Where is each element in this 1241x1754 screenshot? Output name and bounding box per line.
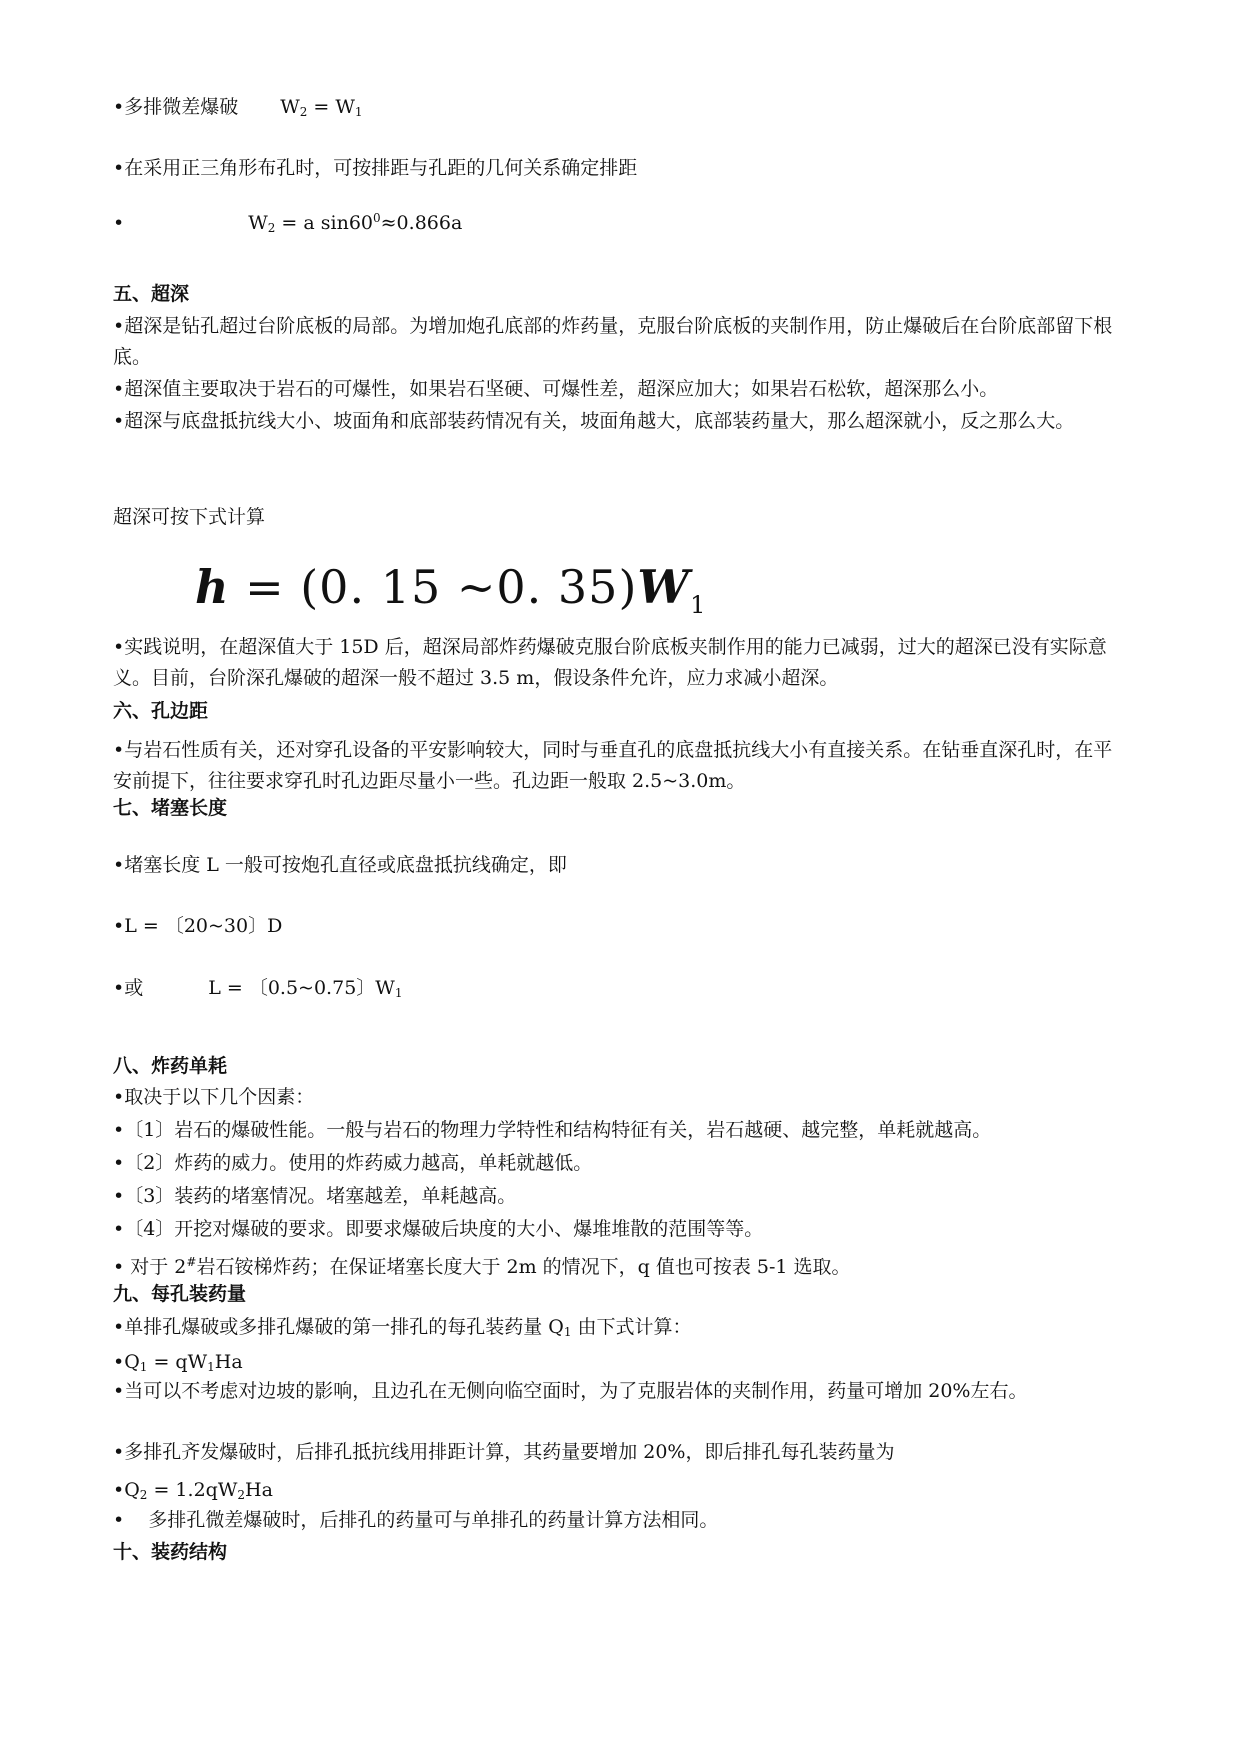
subscript: 1 xyxy=(207,1360,215,1374)
text: = 1.2qW xyxy=(147,1479,238,1501)
paragraph: 超深可按下式计算 xyxy=(113,506,266,528)
superscript: 0 xyxy=(373,211,381,225)
paragraph: •超深与底盘抵抗线大小、坡面角和底部装药情况有关，坡面角越大，底部装药量大，那么超深就小，反之那么大。 xyxy=(113,410,1075,432)
subscript: 1 xyxy=(563,1325,572,1339)
paragraph: •取决于以下几个因素： xyxy=(113,1086,315,1108)
subscript: 2 xyxy=(299,105,308,119)
text: •单排孔爆破或多排孔爆破的第一排孔的每孔装药量 Q xyxy=(113,1316,564,1338)
paragraph: •实践说明，在超深值大于 15D 后，超深局部炸药爆破克服台阶底板夹制作用的能力已减弱，过大的超深已没有实际意义。目前，台阶深孔爆破的超深一般不超过 3.5 m，假设条件允许，应力求减小超深。 xyxy=(113,636,1107,689)
superscript: # xyxy=(186,1255,197,1269)
text: ≈0.866a xyxy=(380,212,463,234)
list-item xyxy=(113,1247,1131,1282)
subscript: 2 xyxy=(139,1488,148,1502)
section-heading-5: 五、超深 xyxy=(113,283,190,305)
text: • 对于 2 xyxy=(113,1256,187,1278)
formula-var: h xyxy=(195,560,230,614)
text: 岩石铵梯炸药；在保证堵塞长度大于 2m 的情况下，q 值也可按表 5-1 选取。 xyxy=(196,1256,851,1278)
paragraph: • 多排孔微差爆破时，后排孔的药量可与单排孔的药量计算方法相同。 xyxy=(113,1509,719,1531)
subscript: 2 xyxy=(267,221,276,235)
list-item: •〔2〕炸药的威力。使用的炸药威力越高，单耗就越低。 xyxy=(113,1152,593,1174)
section-heading-10: 十、装药结构 xyxy=(113,1541,228,1563)
paragraph: •超深是钻孔超过台阶底板的局部。为增加炮孔底部的炸药量，克服台阶底板的夹制作用，防止爆破后在台阶底部留下根底。 xyxy=(113,315,1113,368)
formula-subscript: 1 xyxy=(690,591,707,619)
subscript: 2 xyxy=(237,1488,245,1502)
section-heading-7: 七、堵塞长度 xyxy=(113,797,228,819)
text: •多排微差爆破 xyxy=(113,96,239,118)
paragraph xyxy=(113,1312,1131,1347)
bullet: • xyxy=(113,212,125,234)
formula-text: = (0. 15 ~0. 35) xyxy=(229,560,638,614)
paragraph: •与岩石性质有关，还对穿孔设备的平安影响较大，同时与垂直孔的底盘抵抗线大小有直接关系。在钻垂直深孔时，在平安前提下，往往要求穿孔时孔边距尽量小一些。孔边距一般取 2.5~3.0m。 xyxy=(113,739,1113,792)
section-heading-8: 八、炸药单耗 xyxy=(113,1055,228,1077)
section-heading-6: 六、孔边距 xyxy=(113,700,209,722)
text: Ha xyxy=(245,1479,273,1501)
row-spacing-formula-line xyxy=(113,203,1131,243)
formula-var: W xyxy=(637,560,691,614)
text: = W xyxy=(307,96,355,118)
paragraph: •超深值主要取决于岩石的可爆性，如果岩石坚硬、可爆性差，超深应加大；如果岩石松软，超深那么小。 xyxy=(113,378,999,400)
section-heading-9: 九、每孔装药量 xyxy=(113,1283,247,1305)
multi-row-delay-line xyxy=(113,92,1131,127)
text: •Q xyxy=(113,1479,140,1501)
text: L = 〔0.5~0.75〕W xyxy=(208,977,395,999)
paragraph: •当可以不考虑对边坡的影响，且边孔在无侧向临空面时，为了克服岩体的夹制作用，药量可增加 20%左右。 xyxy=(113,1380,1028,1402)
formula-line xyxy=(113,973,1131,1008)
subscript: 1 xyxy=(354,105,363,119)
overdrill-formula xyxy=(195,560,706,619)
text: Ha xyxy=(214,1351,243,1373)
paragraph: •堵塞长度 L 一般可按炮孔直径或底盘抵抗线确定，即 xyxy=(113,854,567,876)
text: = qW xyxy=(147,1351,208,1373)
triangle-layout-line: •在采用正三角形布孔时，可按排距与孔距的几何关系确定排距 xyxy=(113,157,638,179)
list-item: •〔1〕岩石的爆破性能。一般与岩石的物理力学特性和结构特征有关，岩石越硬、越完整，单耗就越高。 xyxy=(113,1119,992,1141)
text: 由下式计算： xyxy=(571,1316,692,1338)
subscript: 1 xyxy=(139,1360,148,1374)
list-item: •〔4〕开挖对爆破的要求。即要求爆破后块度的大小、爆堆堆散的范围等等。 xyxy=(113,1218,764,1240)
text: •Q xyxy=(113,1351,140,1373)
text: W xyxy=(280,96,300,118)
text: W xyxy=(248,212,268,234)
text: = a sin60 xyxy=(275,212,373,234)
subscript: 1 xyxy=(394,986,403,1000)
paragraph: •多排孔齐发爆破时，后排孔抵抗线用排距计算，其药量要增加 20%，即后排孔每孔装药量为 xyxy=(113,1441,895,1463)
formula-line: •L = 〔20~30〕D xyxy=(113,915,283,937)
list-item: •〔3〕装药的堵塞情况。堵塞越差，单耗越高。 xyxy=(113,1185,517,1207)
text: •或 xyxy=(113,977,144,999)
